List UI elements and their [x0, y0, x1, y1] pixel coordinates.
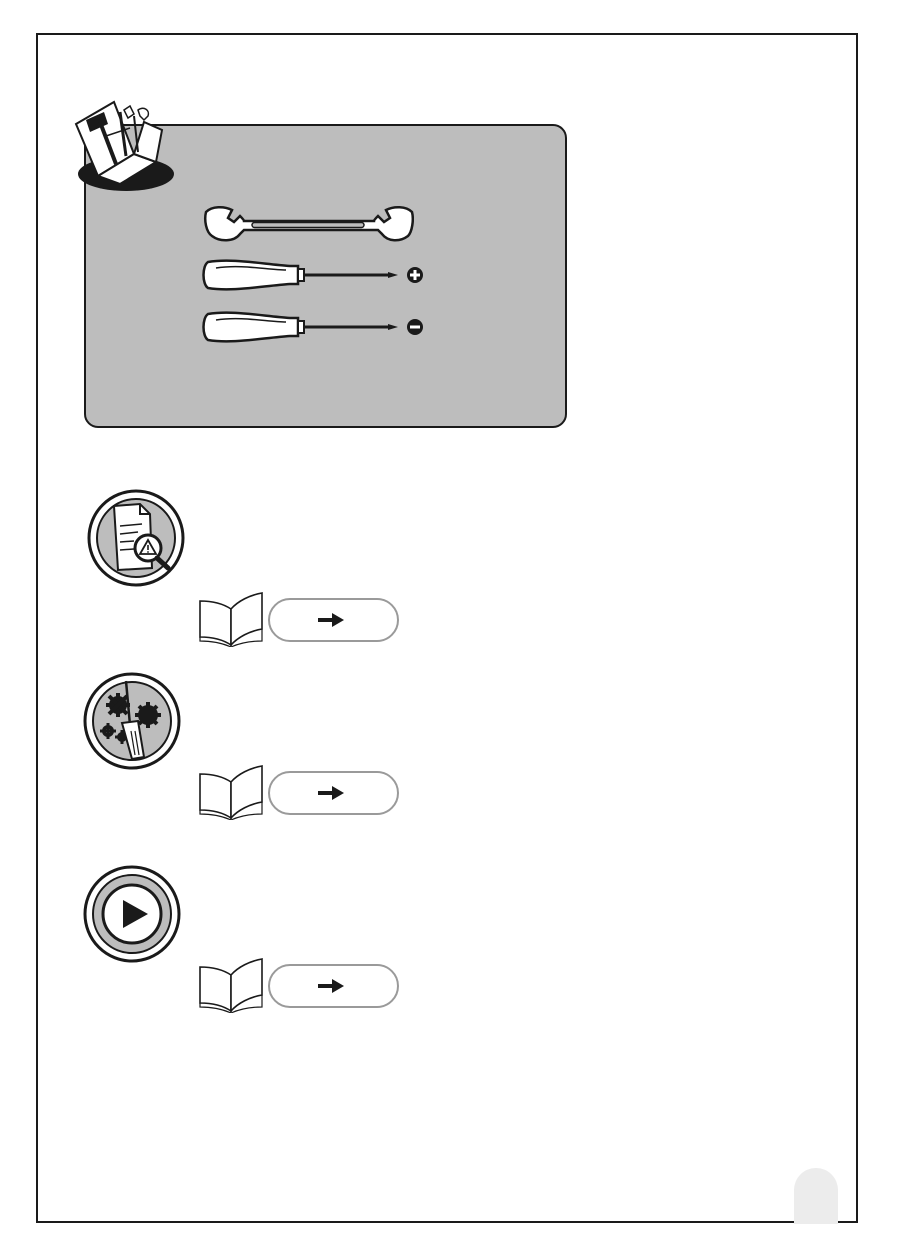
phillips-screwdriver-icon	[202, 258, 426, 292]
page-reference[interactable]	[268, 598, 399, 642]
start-play-icon	[82, 864, 182, 964]
book-icon	[198, 764, 264, 820]
manual-reference	[198, 591, 402, 647]
arrow-right-icon	[318, 979, 344, 993]
flat-screwdriver-icon	[202, 310, 426, 344]
manual-reference	[198, 764, 402, 820]
wrench-icon	[202, 204, 414, 246]
manual-reference	[198, 957, 402, 1013]
arrow-right-icon	[318, 613, 344, 627]
toolbox-icon	[64, 92, 176, 196]
page-reference[interactable]	[268, 964, 399, 1008]
installation-tools-icon	[82, 671, 182, 771]
page-number-tab	[794, 1168, 838, 1224]
safety-document-icon	[86, 488, 186, 588]
book-icon	[198, 591, 264, 647]
book-icon	[198, 957, 264, 1013]
page-reference[interactable]	[268, 771, 399, 815]
arrow-right-icon	[318, 786, 344, 800]
